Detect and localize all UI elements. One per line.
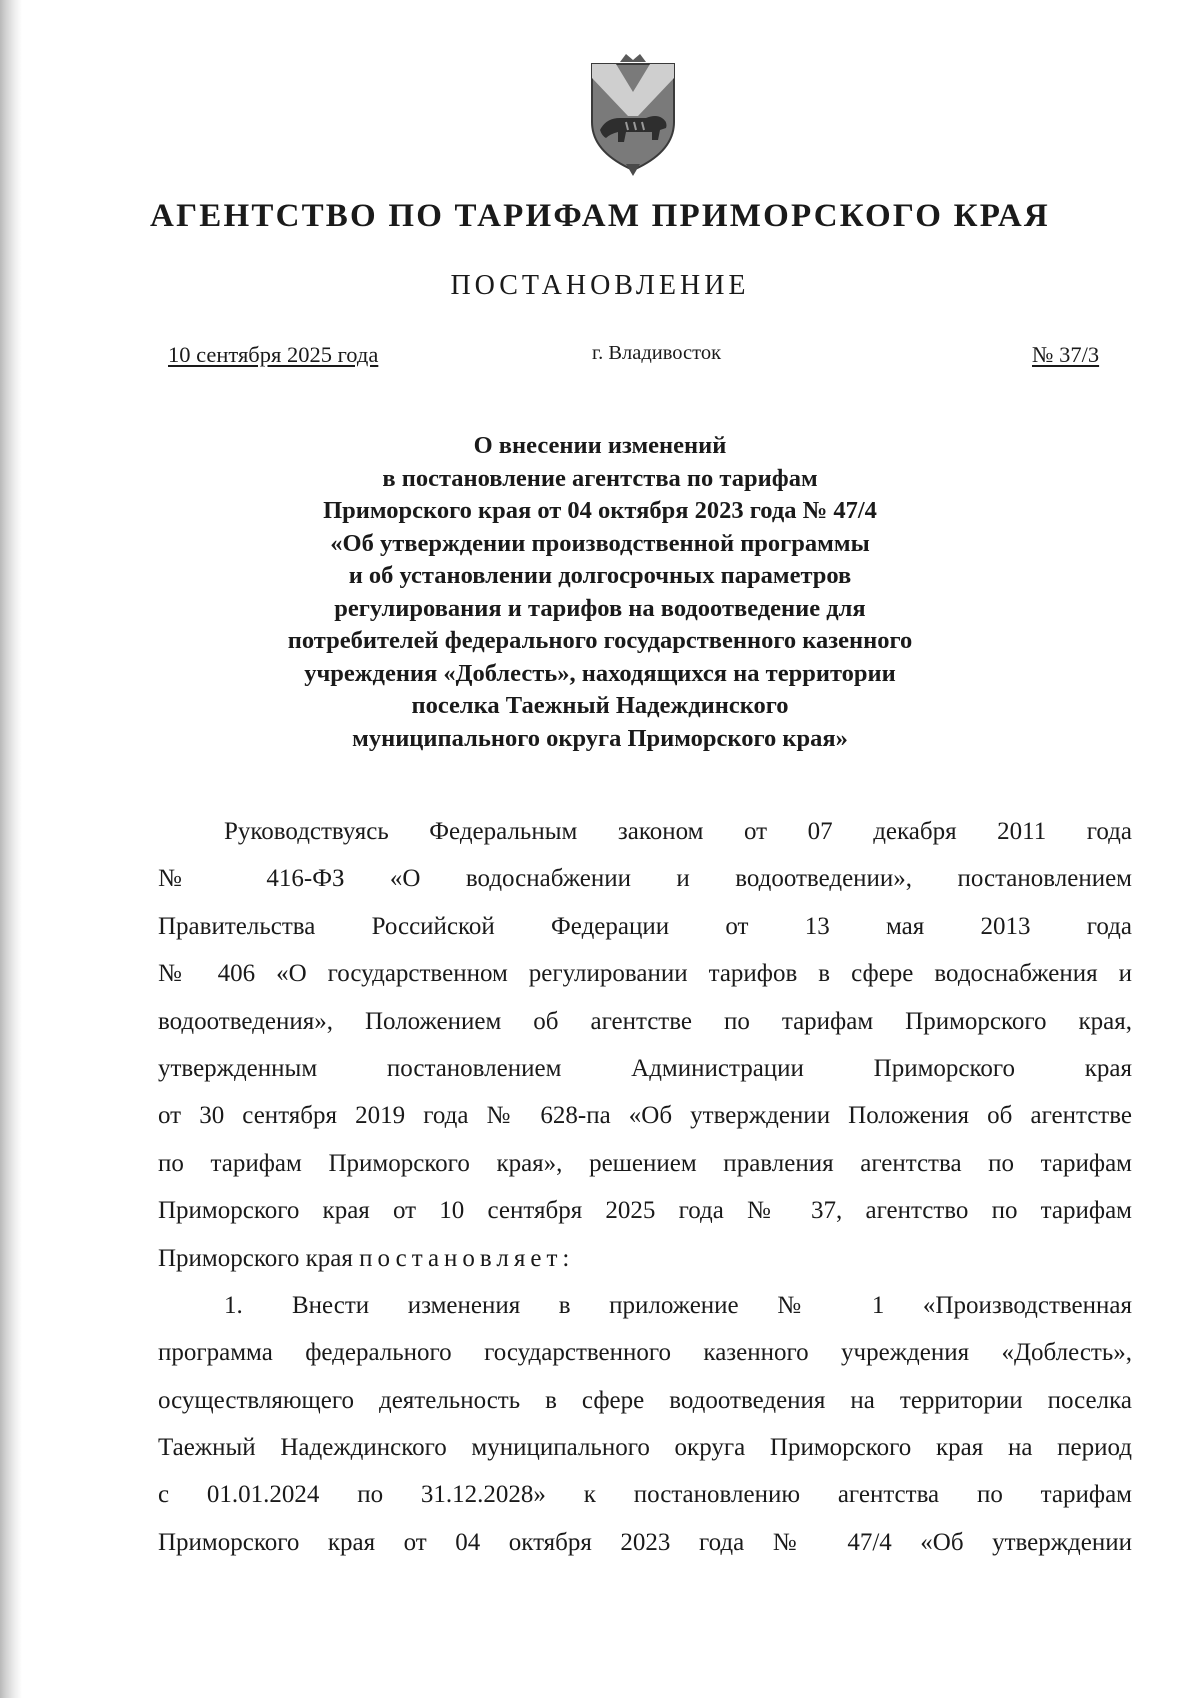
document-type: ПОСТАНОВЛЕНИЕ [450, 270, 750, 301]
resolution-verb: постановляет: [359, 1244, 575, 1272]
body-line: Приморского края от 04 октября 2023 года № 47/4 «Об утверждении [158, 1528, 1132, 1556]
item-1-text: Внести изменения в приложение № 1 «Производственная [292, 1291, 1132, 1319]
title-line: поселка Таежный Надеждинского [411, 692, 789, 719]
title-line: «Об утверждении производственной программы [330, 529, 870, 557]
agency-name: АГЕНТСТВО ПО ТАРИФАМ ПРИМОРСКОГО КРАЯ [150, 198, 1050, 234]
body-line: Правительства Российской Федерации от 13 мая 2013 года [158, 912, 1132, 940]
title-line: и об установлении долгосрочных параметров [348, 562, 852, 589]
item-1-first-line [158, 1282, 1132, 1329]
item-1-number: 1. [224, 1291, 243, 1319]
body-line: от 30 сентября 2019 года № 628-па «Об утверждении Положения об агентстве [158, 1102, 1132, 1130]
resolution-prefix: Приморского края [158, 1244, 360, 1272]
body-line: с 01.01.2024 по 31.12.2028» к постановлению агентства по тарифам [158, 1481, 1132, 1509]
body-line: Таежный Надеждинского муниципального округа Приморского края на период [158, 1434, 1132, 1462]
body-line: по тарифам Приморского края», решением правления агентства по тарифам [158, 1149, 1132, 1177]
body-line: Приморского края от 10 сентября 2025 года № 37, агентство по тарифам [158, 1197, 1132, 1225]
title-line: потребителей федерального государственного казенного [287, 627, 913, 654]
document-date: 10 сентября 2025 года [168, 342, 379, 367]
title-line: учреждения «Доблесть», находящихся на территории [304, 659, 896, 687]
body-line: Руководствуясь Федеральным законом от 07 декабря 2011 года [224, 818, 1132, 845]
coat-of-arms-emblem [586, 52, 680, 176]
body-line: утвержденным постановлением Администрации Приморского края [158, 1054, 1132, 1082]
document-body [158, 808, 1132, 1566]
title-line: муниципального округа Приморского края» [352, 724, 848, 752]
body-line-resolution [158, 1235, 1132, 1282]
body-line: осуществляющего деятельность в сфере водоотведения на территории поселка [158, 1386, 1132, 1414]
body-line: № 416-ФЗ «О водоснабжении и водоотведении», постановлением [158, 865, 1132, 893]
document-city: г. Владивосток [592, 342, 722, 364]
title-line: в постановление агентства по тарифам [382, 464, 818, 492]
title-line: О внесении изменений [473, 432, 727, 459]
body-line: водоотведения», Положением об агентстве по тарифам Приморского края, [158, 1007, 1132, 1035]
body-line: № 406 «О государственном регулировании тарифов в сфере водоснабжения и [158, 960, 1132, 988]
title-line: Приморского края от 04 октября 2023 года № 47/4 [323, 497, 877, 524]
document-title [150, 430, 1050, 755]
body-line: программа федерального государственного казенного учреждения «Доблесть», [158, 1339, 1132, 1367]
document-number: № 37/3 [1032, 342, 1100, 367]
title-line: регулирования и тарифов на водоотведение для [334, 594, 866, 622]
